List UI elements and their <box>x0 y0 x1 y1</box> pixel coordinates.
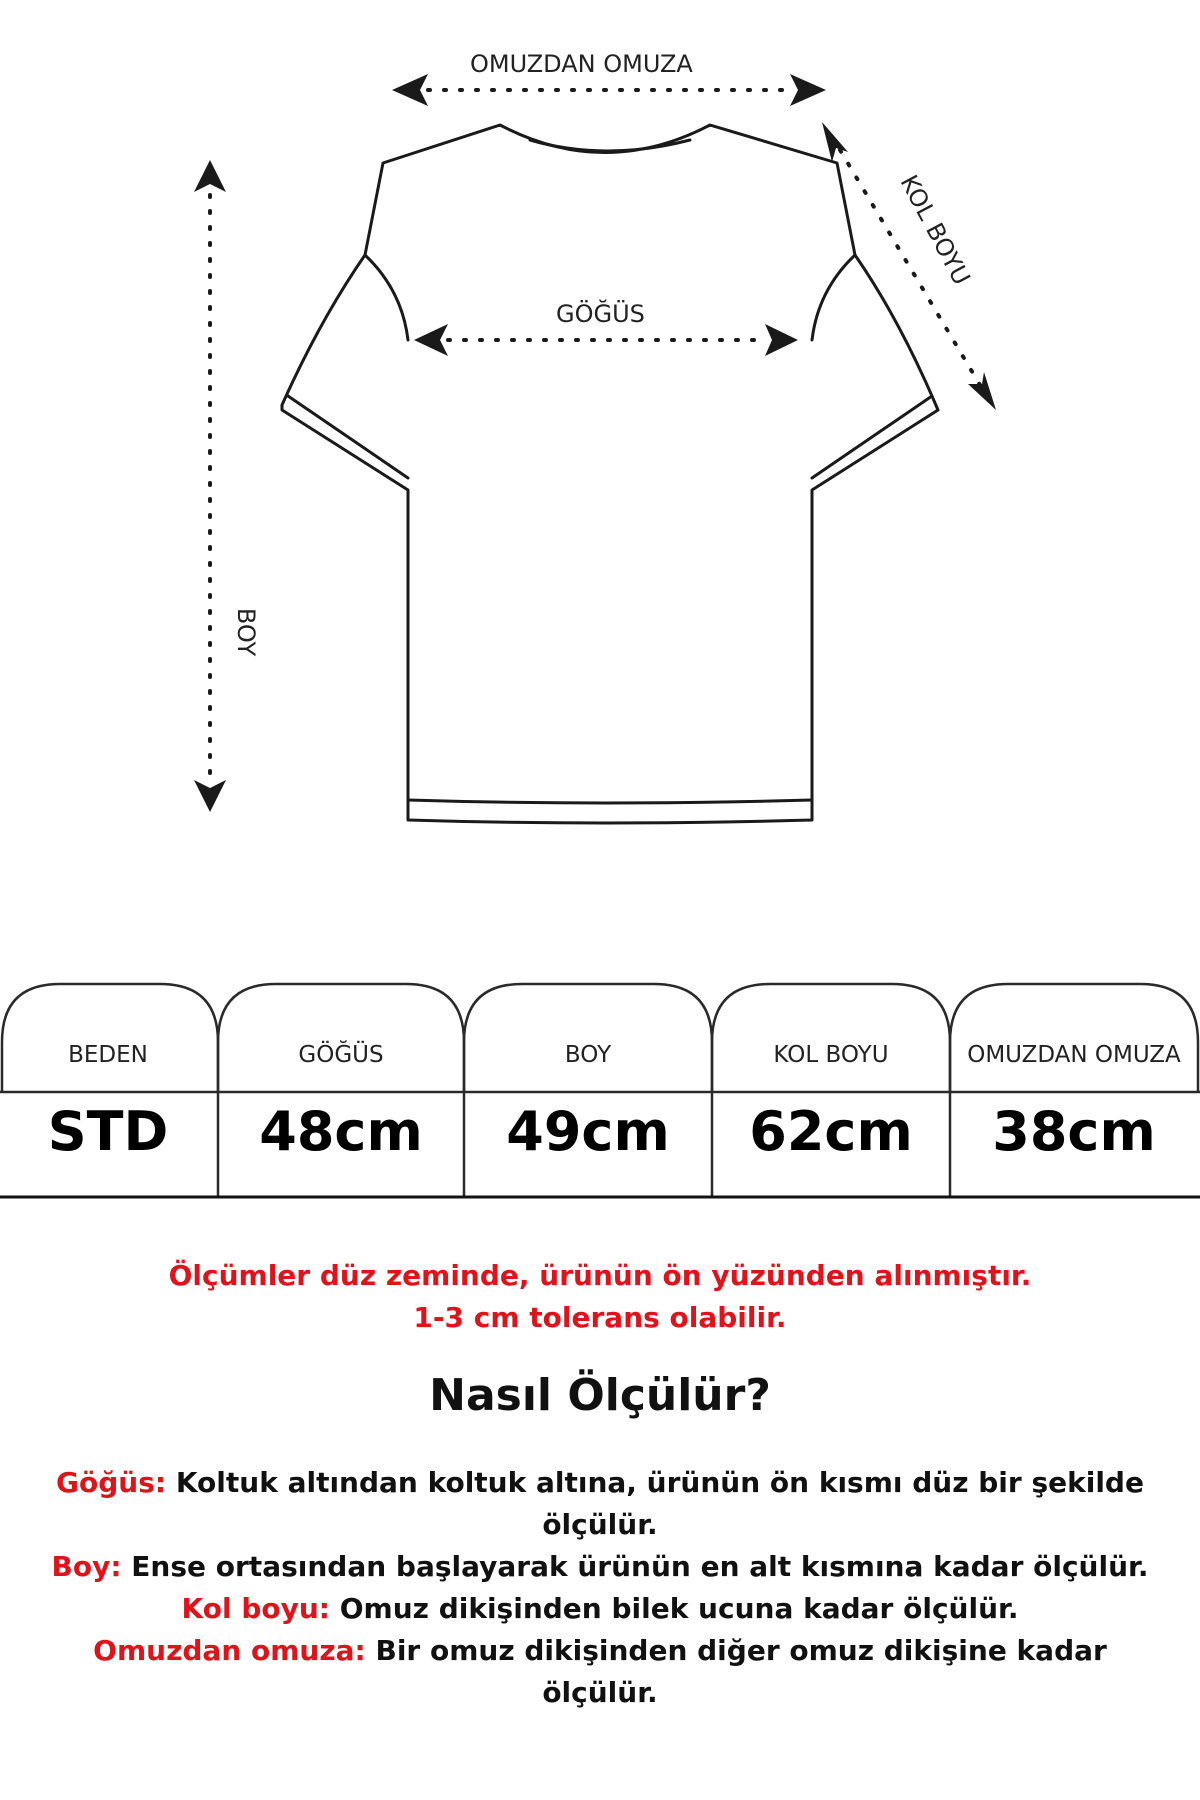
header-chest: GÖĞÜS <box>298 1042 384 1068</box>
howto-item-shoulder <box>40 1630 1160 1714</box>
measurement-diagram <box>0 0 1200 860</box>
howto-text: Bir omuz dikişinden diğer omuz dikişine kadar ölçülür. <box>375 1634 1107 1709</box>
tolerance-note: 1-3 cm tolerans olabilir. <box>413 1301 787 1334</box>
measurement-note: Ölçümler düz zeminde, ürünün ön yüzünden alınmıştır. <box>168 1259 1032 1292</box>
length-arrow <box>194 160 226 812</box>
howto-text: Koltuk altından koltuk altına, ürünün ön kısmı düz bir şekilde ölçülür. <box>175 1466 1144 1541</box>
sleeve-label: KOL BOYU <box>894 170 976 290</box>
value-chest: 48cm <box>259 1100 423 1163</box>
header-sleeve-length: KOL BOYU <box>773 1042 889 1068</box>
howto-item-chest <box>40 1462 1160 1546</box>
howto-term: Göğüs: <box>56 1466 167 1499</box>
header-size: BEDEN <box>68 1042 148 1068</box>
length-label: BOY <box>232 607 261 657</box>
howto-text: Ense ortasından başlayarak ürünün en alt kısmına kadar ölçülür. <box>131 1550 1149 1583</box>
header-shoulder-to-shoulder: OMUZDAN OMUZA <box>967 1042 1181 1068</box>
howto-item-length <box>40 1546 1160 1588</box>
chest-arrow <box>414 324 798 356</box>
howto-text: Omuz dikişinden bilek ucuna kadar ölçülür. <box>339 1592 1019 1625</box>
value-size: STD <box>47 1100 169 1163</box>
howto-item-sleeve <box>40 1588 1160 1630</box>
shoulder-arrow <box>392 74 826 106</box>
value-length: 49cm <box>506 1100 670 1163</box>
chest-label: GÖĞÜS <box>556 300 645 328</box>
tshirt-diagram-svg <box>0 0 1200 860</box>
value-shoulder-to-shoulder: 38cm <box>992 1100 1156 1163</box>
shoulder-label: OMUZDAN OMUZA <box>470 50 693 78</box>
howto-term: Kol boyu: <box>181 1592 330 1625</box>
howto-list <box>40 1462 1160 1714</box>
header-length: BOY <box>564 1042 612 1068</box>
value-sleeve-length: 62cm <box>749 1100 913 1163</box>
howto-title: Nasıl Ölçülür? <box>429 1370 771 1421</box>
size-table-frame <box>0 982 1200 1200</box>
tshirt-outline <box>282 125 938 823</box>
howto-term: Omuzdan omuza: <box>93 1634 366 1667</box>
size-table <box>0 982 1200 1200</box>
howto-term: Boy: <box>51 1550 122 1583</box>
